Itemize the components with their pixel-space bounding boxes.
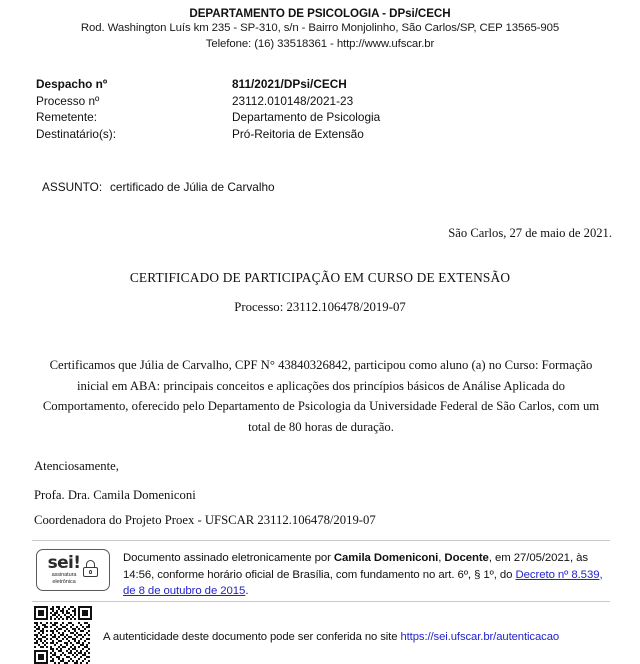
certificate-process-number: Processo: 23112.106478/2019-07: [234, 300, 406, 314]
meta-row: [36, 93, 596, 110]
sei-text-part2: ,: [438, 552, 445, 564]
authenticity-row: [34, 606, 634, 664]
meta-row: [36, 126, 596, 143]
padlock-icon: [83, 560, 98, 577]
closing-signer-name: Profa. Dra. Camila Domeniconi: [34, 488, 196, 502]
decreto-link[interactable]: Decreto nº 8.539, de 8 de outubro de 2015: [123, 568, 603, 597]
closing-salutation: Atenciosamente,: [34, 459, 119, 473]
closing-signer-role: Coordenadora do Projeto Proex - UFSCAR 23112.106478/2019-07: [34, 513, 376, 527]
subject-value: certificado de Júlia de Carvalho: [110, 180, 275, 194]
sei-text-part4: .: [245, 585, 249, 597]
subject-line: [42, 180, 275, 194]
document-date: São Carlos, 27 de maio de 2021.: [448, 226, 612, 240]
meta-row: [36, 76, 596, 93]
letterhead-phone: Telefone: (16) 33518361 - http://www.ufscar.br: [205, 37, 435, 50]
sei-signer-role: Docente: [444, 552, 489, 564]
sei-badge-sub-line1: assinatura: [51, 572, 77, 579]
letterhead: [0, 6, 640, 52]
letterhead-department: DEPARTAMENTO DE PSICOLOGIA - DPsi/CECH: [189, 7, 451, 20]
letterhead-address: Rod. Washington Luís km 235 - SP-310, s/n - Bairro Monjolinho, São Carlos/SP, CEP 13565-905: [80, 22, 560, 34]
meta-value-destinatario: Pró-Reitoria de Extensão: [232, 126, 364, 141]
despacho-metadata: [36, 76, 596, 142]
authenticity-url[interactable]: https://sei.ufscar.br/autenticacao: [400, 631, 560, 643]
meta-label-remetente: Remetente:: [36, 110, 97, 124]
sei-signer-name: Camila Domeniconi: [333, 552, 439, 564]
divider-above-authenticity: [32, 601, 610, 602]
sei-text-part3: , em 27/05/2021, às 14:56, conforme horário oficial de Brasília, com fundamento no art. 6º, § 1º, do: [123, 552, 588, 581]
certificate-body-text: Certificamos que Júlia de Carvalho, CPF N° 43840326842, participou como aluno (a) no Curso: Formação inicial em ABA: principais conceitos e aplicações dos princípios básicos de Análise Aplicada do Comportamento, oferecido pelo Departamento de Psicologia da Universidade Federal de São Carlos, com um total de 80 horas de duração.: [42, 358, 600, 434]
sei-badge-sub-line2: eletrônica: [52, 578, 76, 585]
meta-label-processo: Processo nº: [36, 93, 100, 108]
meta-label-destinatario: Destinatário(s):: [36, 126, 116, 141]
qr-code: [34, 606, 92, 664]
meta-value-processo: 23112.010148/2021-23: [232, 93, 354, 108]
sei-signature-block: [36, 549, 616, 600]
sei-logo-text: sei!: [47, 552, 81, 573]
certificate-title: CERTIFICADO DE PARTICIPAÇÃO EM CURSO DE EXTENSÃO: [129, 270, 511, 285]
sei-text-part1: Documento assinado eletronicamente por: [123, 552, 334, 564]
meta-row: [36, 109, 596, 126]
meta-value-despacho: 811/2021/DPsi/CECH: [232, 77, 347, 91]
sei-badge: [36, 549, 110, 591]
authenticity-text: [103, 606, 559, 645]
meta-label-despacho: Despacho nº: [36, 77, 108, 91]
authenticity-label: A autenticidade deste documento pode ser conferida no site: [103, 631, 401, 643]
divider-above-signature: [32, 540, 610, 541]
meta-value-remetente: Departamento de Psicologia: [232, 110, 381, 124]
sei-signature-text: [123, 549, 616, 600]
subject-label: ASSUNTO:: [42, 180, 103, 194]
